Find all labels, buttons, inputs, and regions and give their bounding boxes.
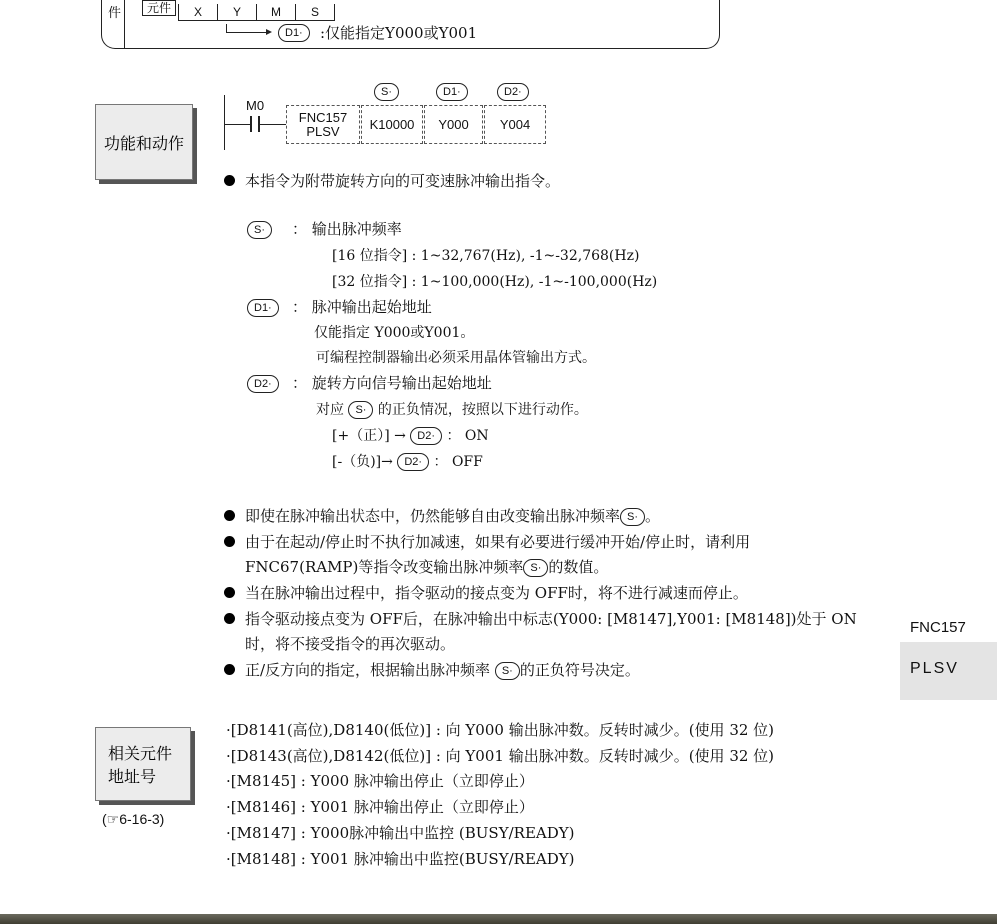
operand-d2-positive <box>332 425 489 445</box>
operand-d1-tag: D1· <box>278 24 310 42</box>
operand-d2-negative <box>332 451 483 471</box>
contact-right <box>258 116 260 132</box>
negative-post: ： OFF <box>433 454 483 470</box>
fnc-number: FNC157 <box>298 109 348 125</box>
section-function-box <box>95 104 193 180</box>
b2-pre: FNC67(RAMP)等指令改变输出脉冲频率 <box>245 558 524 576</box>
bullet-4 <box>224 613 235 624</box>
operand-d1-line2: 可编程控制器输出必须采用晶体管输出方式。 <box>316 350 596 366</box>
ladder-d2-value: Y004 <box>499 116 531 132</box>
operand-d1-tag-main: D1· <box>247 299 279 317</box>
operand-s-tag: S· <box>247 221 272 239</box>
ladder-op-s-tag: S· <box>374 83 399 101</box>
operand-d2-pre: 对应 <box>316 402 344 418</box>
related-item-4: ·[M8146] : Y001 脉冲输出停止（立即停止） <box>226 798 534 816</box>
bullet-1-text <box>245 505 660 526</box>
positive-post: ： ON <box>446 428 489 444</box>
b2-s-tag: S· <box>523 559 548 577</box>
intro-text: 本指令为附带旋转方向的可变速脉冲输出指令。 <box>245 172 561 190</box>
related-item-3: ·[M8145] : Y000 脉冲输出停止（立即停止） <box>226 772 534 790</box>
contact-gap <box>252 119 258 129</box>
bullet-4-line1: 指令驱动接点变为 OFF后，在脉冲输出中标志(Y000: [M8147],Y001: [M8148])处于 ON <box>245 610 857 628</box>
operand-d2-title: ： 旋转方向信号输出起始地址 <box>292 374 492 392</box>
b1-pre: 即使在脉冲输出状态中，仍然能够自由改变输出脉冲频率 <box>245 507 621 525</box>
side-tab-name-text: PLSV <box>910 660 959 677</box>
ladder-fnc-cell <box>286 105 360 144</box>
section-related-title1: 相关元件 <box>108 744 173 763</box>
bullet-4-line2: 时，将不接受指令的再次驱动。 <box>245 635 456 653</box>
negative-pre: [-（负)]→ <box>332 454 393 470</box>
bullet-3 <box>224 587 235 598</box>
ladder-d1-value: Y000 <box>438 116 469 132</box>
device-columns <box>178 4 335 21</box>
bullet-5-text <box>245 659 640 680</box>
ladder-s-cell <box>361 105 423 144</box>
label-yuanjian: 元件 <box>142 0 176 16</box>
bullet-3-text: 当在脉冲输出过程中，指令驱动的接点变为 OFF时，将不进行减速而停止。 <box>245 584 748 602</box>
operand-s-32bit: [32 位指令] : 1~100,000(Hz), -1~-100,000(Hz) <box>332 274 658 290</box>
bullet-2-line2 <box>245 556 608 577</box>
window-bottom-bar <box>0 914 997 924</box>
ladder-d2-cell <box>484 105 546 144</box>
operand-s-title: ： 输出脉冲频率 <box>292 220 402 238</box>
col-m: M <box>257 4 296 20</box>
related-item-1: ·[D8141(高位),D8140(低位)] : 向 Y000 输出脉冲数。反转时减少。(使用 32 位) <box>226 721 775 739</box>
b5-post: 的正负符号决定。 <box>519 661 640 679</box>
side-tab-name <box>900 642 997 700</box>
operand-d1-line1: 仅能指定 Y000或Y001。 <box>314 325 475 341</box>
ladder-d1-cell <box>424 105 483 144</box>
ladder-op-d1-tag: D1· <box>436 83 468 101</box>
positive-d2-tag: D2· <box>410 427 442 445</box>
divider <box>124 0 125 48</box>
col-y: Y <box>218 4 257 20</box>
contact-label: M0 <box>246 98 265 113</box>
ladder-s-value: K10000 <box>369 116 415 132</box>
arrow-right-icon <box>226 32 270 33</box>
col-x: X <box>179 4 218 20</box>
side-tab-fnc <box>900 615 997 641</box>
power-rail <box>224 95 225 150</box>
label-jian: 件 <box>108 6 122 21</box>
ladder-op-d2-tag: D2· <box>497 83 529 101</box>
b1-s-tag: S· <box>620 508 645 526</box>
related-item-2: ·[D8143(高位),D8142(低位)] : 向 Y001 输出脉冲数。反转时减少。(使用 32 位) <box>226 747 775 765</box>
bullet-5 <box>224 664 235 675</box>
col-s: S <box>310 5 319 19</box>
positive-pre: [+（正）] → <box>332 428 406 444</box>
operand-d1-title: ： 脉冲输出起始地址 <box>292 298 432 316</box>
fnc-mnemonic: PLSV <box>306 123 340 139</box>
top-note: :仅能指定Y000或Y001 <box>320 24 478 42</box>
section-related-box <box>95 727 191 801</box>
operand-d2-s-tag: S· <box>348 401 373 419</box>
b1-post: 。 <box>645 507 661 525</box>
related-item-6: ·[M8148] : Y001 脉冲输出中监控(BUSY/READY) <box>226 850 575 868</box>
section-function-title: 功能和动作 <box>103 133 184 153</box>
operand-d2-line <box>316 399 588 419</box>
operand-s-16bit: [16 位指令] : 1~32,767(Hz), -1~-32,768(Hz) <box>332 248 640 264</box>
section-related-ref: (☞6-16-3) <box>102 811 165 827</box>
bullet-intro <box>224 175 235 186</box>
section-related-title2: 地址号 <box>108 767 157 786</box>
operand-d2-post: 的正负情况，按照以下进行动作。 <box>377 402 588 418</box>
negative-d2-tag: D2· <box>397 453 429 471</box>
bullet-2-line1: 由于在起动/停止时不执行加减速，如果有必要进行缓冲开始/停止时，请利用 <box>245 533 751 551</box>
bullet-2 <box>224 536 235 547</box>
operand-d2-tag-main: D2· <box>247 375 279 393</box>
b2-post: 的数值。 <box>548 558 609 576</box>
top-fragment-box <box>101 0 720 49</box>
side-tab-fnc-text: FNC157 <box>910 619 966 636</box>
b5-pre: 正/反方向的指定，根据输出脉冲频率 <box>245 661 491 679</box>
b5-s-tag: S· <box>495 662 520 680</box>
related-item-5: ·[M8147] : Y000脉冲输出中监控 (BUSY/READY) <box>226 824 575 842</box>
bullet-1 <box>224 510 235 521</box>
